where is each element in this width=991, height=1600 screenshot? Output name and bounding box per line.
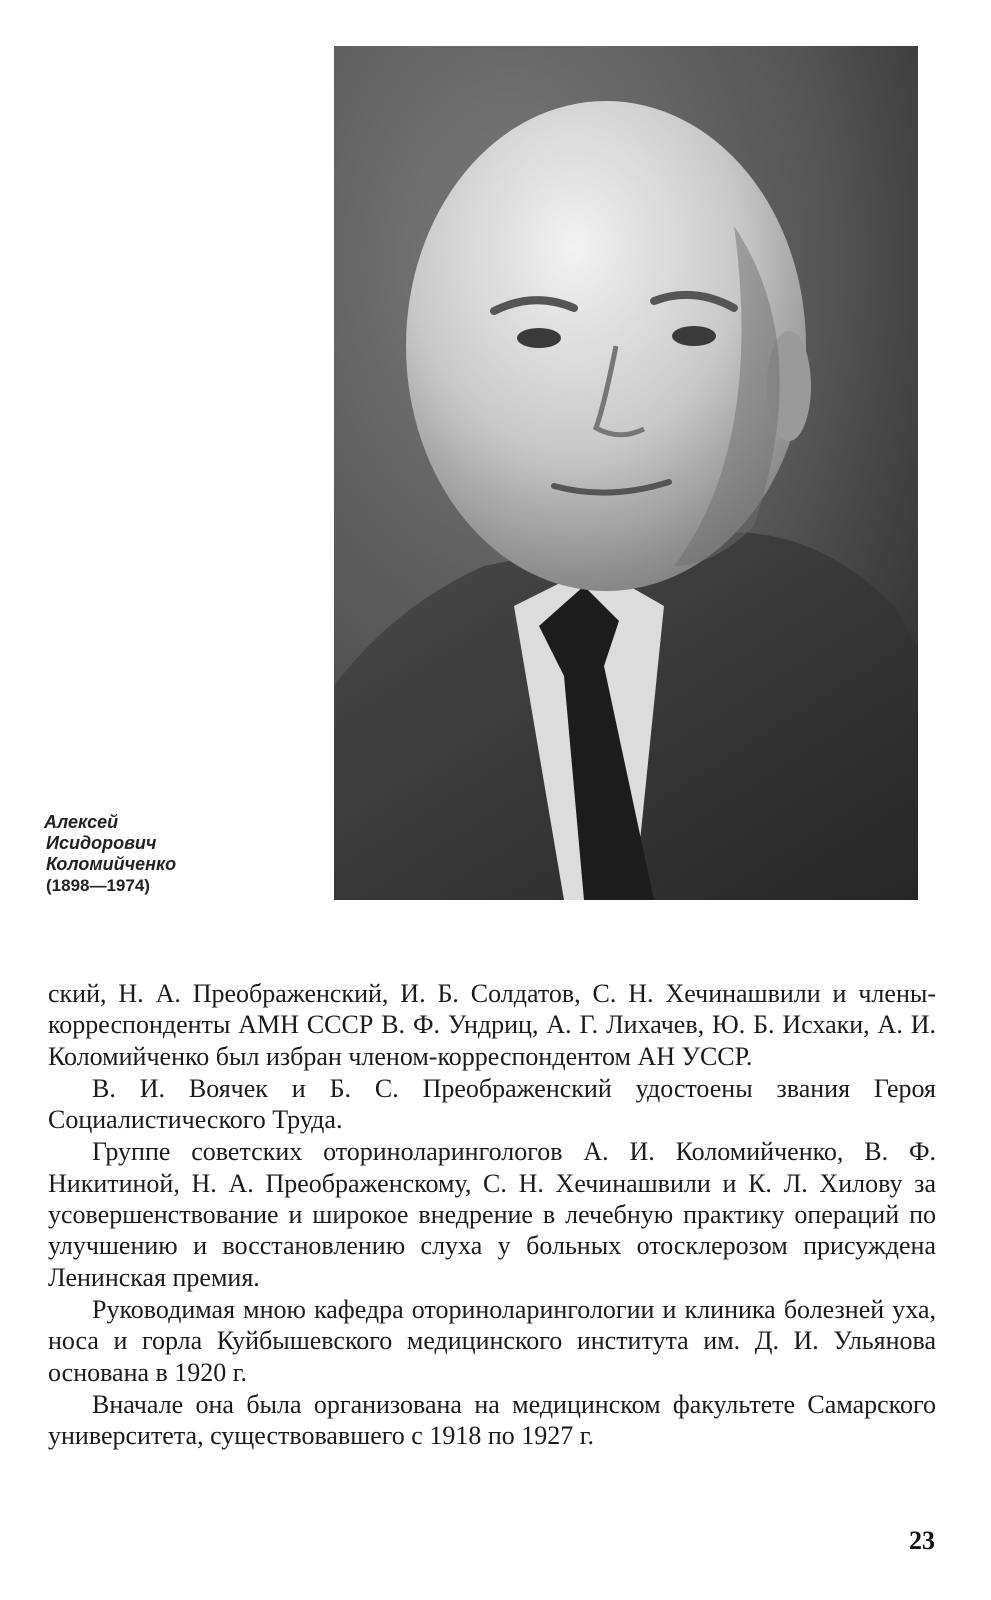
paragraph-department: Руководимая мною кафедра оториноларингологии и клиника болезней уха, носа и горла Куйбышевского медицинского института им. Д. И. Ульянова основана в 1920 г. (48, 1294, 936, 1387)
caption-years: (1898—1974) (46, 876, 150, 895)
page-number: 23 (909, 1526, 935, 1555)
paragraph-continuation: ский, Н. А. Преображенский, И. Б. Солдатов, С. Н. Хечинашвили и члены-корреспонденты АМН СССР В. Ф. Ундриц, А. Г. Лихачев, Ю. Б. Исхаки, А. И. Коломийченко был избран членом-корреспондентом АН УССР. (48, 979, 936, 1071)
caption-surname: Коломийченко (46, 854, 177, 874)
portrait-photo (334, 46, 918, 900)
portrait-caption (44, 812, 176, 896)
caption-first-name: Алексей (44, 812, 119, 832)
body-text (48, 978, 936, 1451)
paragraph-university: Вначале она была организована на медицинском факультете Самарского университета, существовавшего с 1918 по 1927 г. (48, 1389, 936, 1451)
caption-patronymic: Исидорович (46, 833, 157, 853)
portrait-illustration (334, 46, 918, 900)
paragraph-lenin-prize: Группе советских оториноларингологов А. И. Коломийченко, В. Ф. Никитиной, Н. А. Преображенскому, С. Н. Хечинашвили и К. Л. Хилову за усовершенствование и широкое внедрение в лечебную практику операций по улучшению и восстановлению слуха у больных отосклерозом присуждена Ленинская премия. (48, 1137, 936, 1292)
paragraph-hero-award: В. И. Воячек и Б. С. Преображенский удостоены звания Героя Социалистического Труда. (48, 1073, 936, 1135)
